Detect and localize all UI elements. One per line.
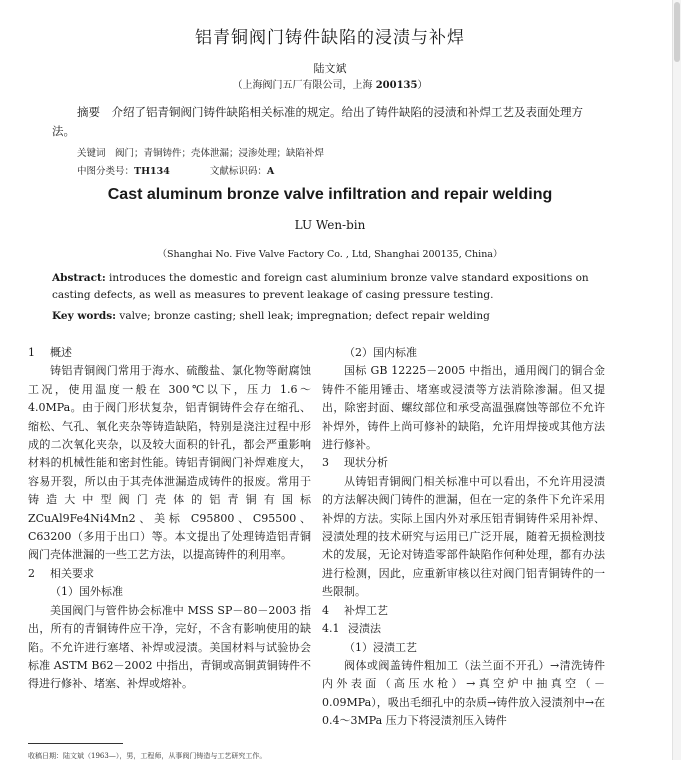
abstract-en-label: Abstract: — [52, 272, 106, 284]
section-heading — [322, 602, 605, 620]
clc-label: 中图分类号： — [77, 166, 135, 177]
author-english: LU Wen-bin — [294, 218, 366, 232]
subsubsection-heading: （1）浸渍工艺 — [344, 640, 417, 654]
classification-line — [77, 163, 274, 177]
doc-code-value: A — [266, 166, 275, 177]
clc-value: TH134 — [134, 166, 170, 177]
paragraph: 从铸铝青铜阀门相关标准中可以看出，不允许用浸渍的方法解决阀门铸件的泄漏，但在一定的条件下允许采用补焊的方法。实际上国内外对承压铝青铜铸件采用补焊、浸渍处理的技术研究与运用已广泛开展，随着无损检测技术的发展，无论对铸造零部件缺陷作何种处理，都有办法进行检测，因此，应重新审核以往对阀门铝青铜铸件的一些限制。 — [322, 474, 605, 599]
keywords-en-label: Key words: — [52, 310, 117, 322]
section-title: 现状分析 — [344, 456, 388, 470]
paragraph: 阀体或阀盖铸件粗加工（法兰面不开孔）→清洗铸件内外表面（高压水枪）→真空炉中抽真空（－0.09MPa），吸出毛细孔中的杂质→铸件放入浸渍剂中→在 0.4～3MPa 压力下将浸渍剂压入铸件 — [322, 658, 605, 728]
footnote-divider — [28, 743, 123, 744]
paragraph: 铸铝青铜阀门常用于海水、硫酸盐、氯化物等耐腐蚀工况，使用温度一般在 300℃以下，压力 1.6～4.0MPa。由于阀门形状复杂，铝青铜铸件会存在缩孔、缩松、气孔、氧化夹杂等铸造缺陷，特别是浇注过程中形成的二次氧化夹杂，以及较大面积的针孔，都会严重影响材料的机械性能和密封性能。铸铝青铜阀门补焊难度大，容易开裂，所以由于其壳体泄漏造成铸件的报废。常用于铸造大中型阀门壳体的铝青铜有国标 ZCuAl9Fe4Ni4Mn2、美标 C95800、C95500、C63200（多用于出口）等。本文提出了处理铸造铝青铜阀门壳体泄漏的一些工艺方法，以提高铸件的利用率。 — [28, 364, 311, 562]
doc-code-label: 文献标识码： — [209, 166, 267, 177]
section-number: 4 — [322, 603, 329, 617]
section-heading — [28, 565, 311, 583]
section-number: 3 — [322, 456, 329, 470]
keywords-chinese: 关键词 阀门；青铜铸件；壳体泄漏；浸渗处理；缺陷补焊 — [77, 148, 325, 159]
paragraph: 美国阀门与管件协会标准中 MSS SP－80－2003 指出，所有的青铜铸件应干净，完好，不含有影响使用的缺陷。不允许进行塞堵、补焊或浸渍。美国材料与试验协会标准 ASTM B62－2002 中指出，青铜或高铜黄铜铸件不得进行修补、堵塞、补焊或熔补。 — [28, 603, 311, 691]
affiliation-english: （Shanghai No. Five Valve Factory Co. , Ltd, Shanghai 200135, China） — [157, 249, 503, 260]
title-chinese: 铝青铜阀门铸件缺陷的浸渍与补焊 — [195, 28, 465, 48]
abstract-en-text: introduces the domestic and foreign cast aluminium bronze valve standard expositions on casting defects, as well as measures to prevent leakage of casing pressure testing. — [52, 272, 589, 301]
body-column-right — [322, 344, 605, 731]
section-title: 补焊工艺 — [344, 603, 388, 617]
title-english: Cast aluminum bronze valve infiltration and repair welding — [107, 186, 553, 203]
section-number: 2 — [28, 566, 35, 580]
subsection-title: 浸渍法 — [348, 622, 381, 636]
section-title: 相关要求 — [50, 566, 94, 580]
affiliation-chinese — [0, 76, 660, 91]
affiliation-prefix: （上海阀门五厂有限公司，上海 — [232, 80, 376, 91]
section-heading — [28, 344, 311, 362]
subsection-heading: （1）国外标准 — [50, 585, 123, 599]
author-chinese: 陆文斌 — [313, 62, 347, 75]
section-number: 1 — [28, 346, 35, 359]
scrollbar-thumb[interactable] — [674, 2, 680, 62]
keywords-english — [52, 308, 597, 325]
subsection-number: 4.1 — [322, 622, 340, 636]
keywords-en-text: valve; bronze casting; shell leak; impregnation; defect repair welding — [116, 310, 490, 322]
subsection-heading — [322, 620, 605, 638]
body-column-left — [28, 344, 311, 694]
subsection-heading: （2）国内标准 — [344, 346, 417, 359]
affiliation-postcode: 200135 — [375, 80, 418, 91]
abstract-chinese: 摘要 介绍了铝青铜阀门铸件缺陷相关标准的规定。给出了铸件缺陷的浸渍和补焊工艺及表面处理方法。 — [52, 105, 583, 138]
paragraph: 国标 GB 12225－2005 中指出，通用阀门的铜合金铸件不能用锤击、堵塞或浸渍等方法消除渗漏。但又提出，除密封面、螺纹部位和承受高温强腐蚀等部位不允许补焊外，铸件上尚可修补的缺陷，允许用焊接或其他方法进行修补。 — [322, 364, 605, 452]
affiliation-suffix: ） — [417, 80, 428, 91]
scrollbar-track[interactable] — [672, 0, 681, 760]
section-heading — [322, 454, 605, 472]
section-title: 概述 — [50, 346, 72, 359]
abstract-english — [52, 270, 597, 304]
footnote: 收稿日期：陆文斌（1963—），男，工程师，从事阀门铸造与工艺研究工作。 — [28, 752, 267, 760]
